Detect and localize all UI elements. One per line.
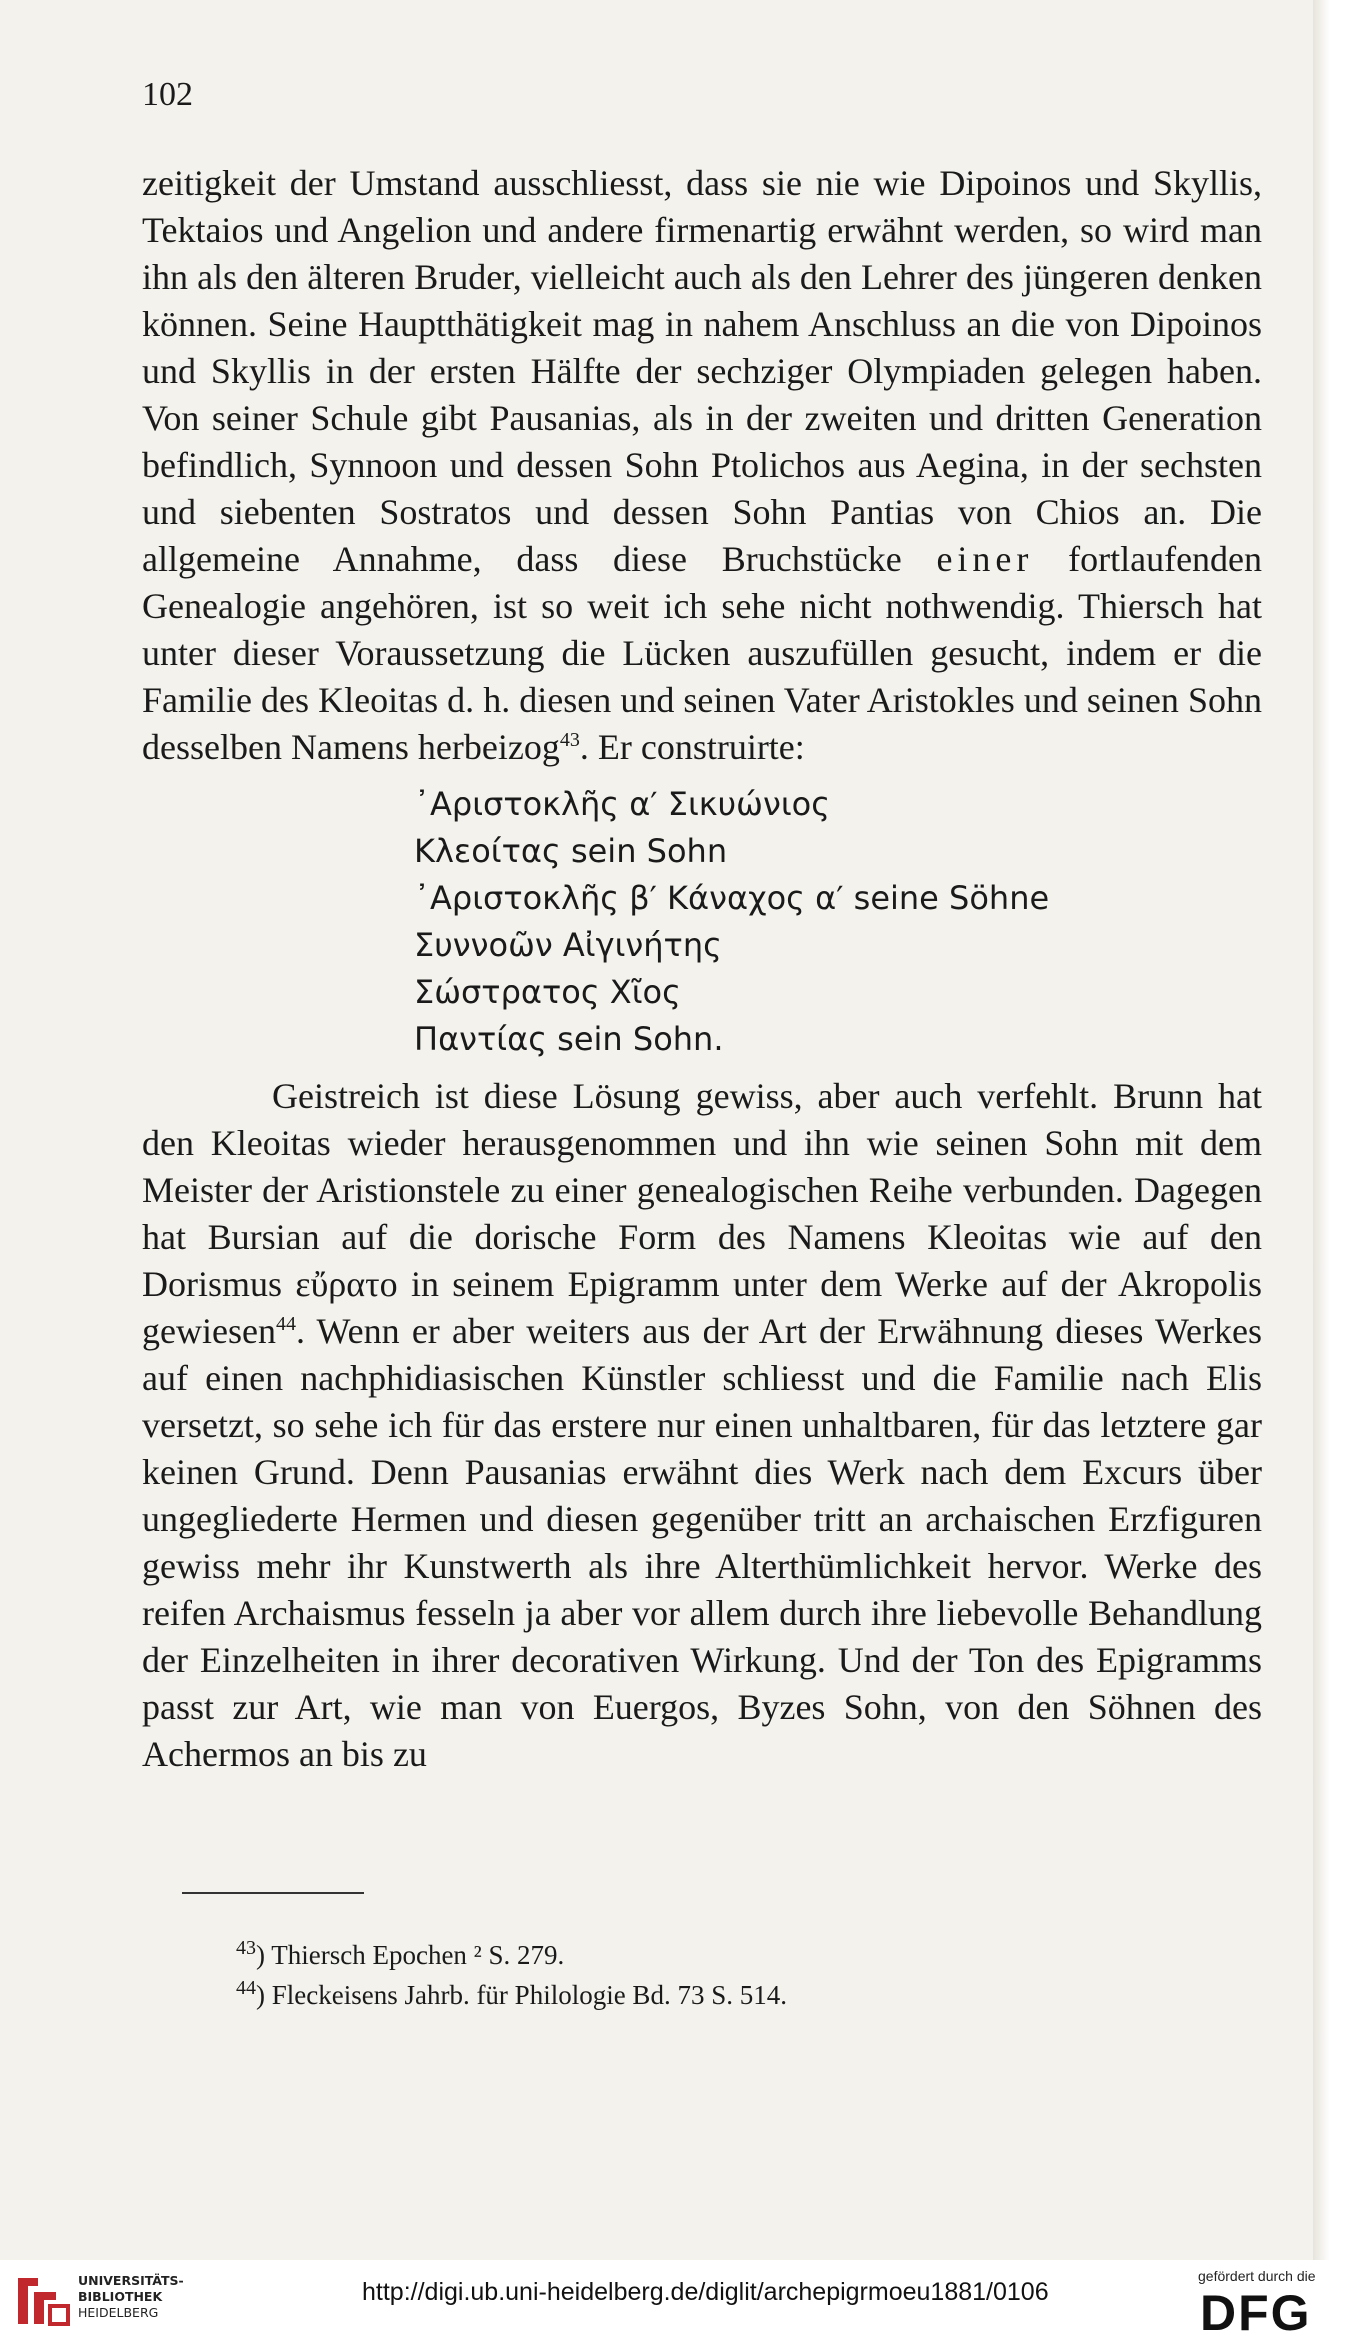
university-library-logo-icon [14, 2272, 72, 2330]
genealogy-line: Σώστρατος Χῖος [414, 973, 681, 1011]
footnote-44 [236, 1975, 1236, 2015]
permalink-url[interactable]: http://digi.ub.uni-heidelberg.de/diglit/archepigrmoeu1881/0106 [362, 2278, 1049, 2306]
library-name [78, 2273, 184, 2321]
footnote-43 [236, 1935, 1236, 1975]
paragraph-1-text-c: . Er construirte: [579, 727, 805, 767]
paragraph-1 [142, 160, 1262, 771]
genealogy-line: Συννοῶν Αἰγινήτης [414, 926, 722, 964]
footnote-text: ) Fleckeisens Jahrb. für Philologie Bd. 73 S. 514. [256, 1980, 787, 2010]
footnote-mark: 44 [236, 1977, 256, 1999]
footnote-mark: 43 [236, 1937, 256, 1959]
emphasized-word: einer [936, 539, 1034, 579]
page-edge [1313, 0, 1330, 2260]
genealogy-line: Παντίας sein Sohn. [414, 1020, 724, 1058]
paragraph-1-text-a: zeitigkeit der Umstand ausschliesst, dass sie nie wie Dipoinos und Skyllis, Tektaios und Angelion und andere firmenartig erwähnt werden, so wird man ihn als den älteren Bruder, vielleicht auch als den Lehrer des jüngeren denken können. Seine Hauptthätigkeit mag in nahem Anschluss an die von Dipoinos und Skyllis in der ersten Hälfte der sechziger Olympiaden gelegen haben. Von seiner Schule gibt Pausanias, als in der zweiten und dritten Generation befindlich, Synnoon und dessen Sohn Ptolichos aus Aegina, in der sechsten und siebenten Sostratos und dessen Sohn Pantias von Chios an. Die allgemeine Annahme, dass diese Bruchstücke [142, 163, 1262, 579]
footnotes [236, 1935, 1236, 2015]
footnote-ref-43[interactable]: 43 [559, 729, 580, 751]
paragraph-2-text-b: . Wenn er aber weiters aus der Art der Erwähnung dieses Werkes auf einen nachphidiasischen Künstler schliesst und die Familie nach Elis versetzt, so sehe ich für das erstere nur einen unhaltbaren, für das letztere gar keinen Grund. Denn Pausanias erwähnt dies Werk nach dem Excurs über ungegliederte Hermen und diesen gegenüber tritt an archaischen Erzfiguren gewiss mehr ihr Kunstwerth als ihre Alterthümlichkeit hervor. Werke des reifen Archaismus fesseln ja aber vor allem durch ihre liebevolle Behandlung der Einzelheiten in ihrer decorativen Wirkung. Und der Ton des Epigramms passt zur Art, wie man von Euergos, Byzes Sohn, von den Söhnen des Achermos an bis zu [142, 1311, 1262, 1774]
dfg-logo: DFG [1200, 2285, 1312, 2341]
genealogy-line: ᾿Αριστοκλῆς α′ Σικυώνιος [414, 785, 830, 823]
paragraph-1-text-b: fortlaufenden Genealogie angehören, ist so weit ich sehe nicht nothwendig. Thiersch hat unter dieser Voraussetzung die Lücken auszufüllen gesucht, indem er die Familie des Kleoitas d. h. diesen und seinen Vater Aristokles und seinen Sohn desselben Namens herbeizog [142, 539, 1263, 767]
library-line-1: UNIVERSITÄTS- [78, 2273, 184, 2288]
genealogy-line: Κλεοίτας sein Sohn [414, 832, 728, 870]
footnote-text: ) Thiersch Epochen ² S. 279. [256, 1940, 565, 1970]
page-number: 102 [142, 76, 193, 113]
library-line-2: BIBLIOTHEK [78, 2289, 163, 2304]
genealogy-list [414, 781, 1262, 1063]
paragraph-2-text-a: Geistreich ist diese Lösung gewiss, aber auch verfehlt. Brunn hat den Kleoitas wieder herausgenommen und ihn wie seinen Sohn mit dem Meister der Aristionstele zu einer genealogischen Reihe verbunden. Dagegen hat Bursian auf die dorische Form des Namens Kleoitas wie auf den Dorismus εὔρατο in seinem Epigramm unter dem Werke auf der Akropolis gewiesen [142, 1076, 1262, 1351]
body-text [142, 160, 1262, 1778]
paragraph-2 [142, 1073, 1262, 1778]
genealogy-line: ᾿Αριστοκλῆς β′ Κάναχος α′ seine Söhne [414, 879, 1050, 917]
footnote-ref-44[interactable]: 44 [275, 1313, 296, 1335]
library-line-3: HEIDELBERG [78, 2305, 159, 2320]
footnote-divider [182, 1892, 364, 1894]
funded-by-label: gefördert durch die [1198, 2268, 1316, 2284]
